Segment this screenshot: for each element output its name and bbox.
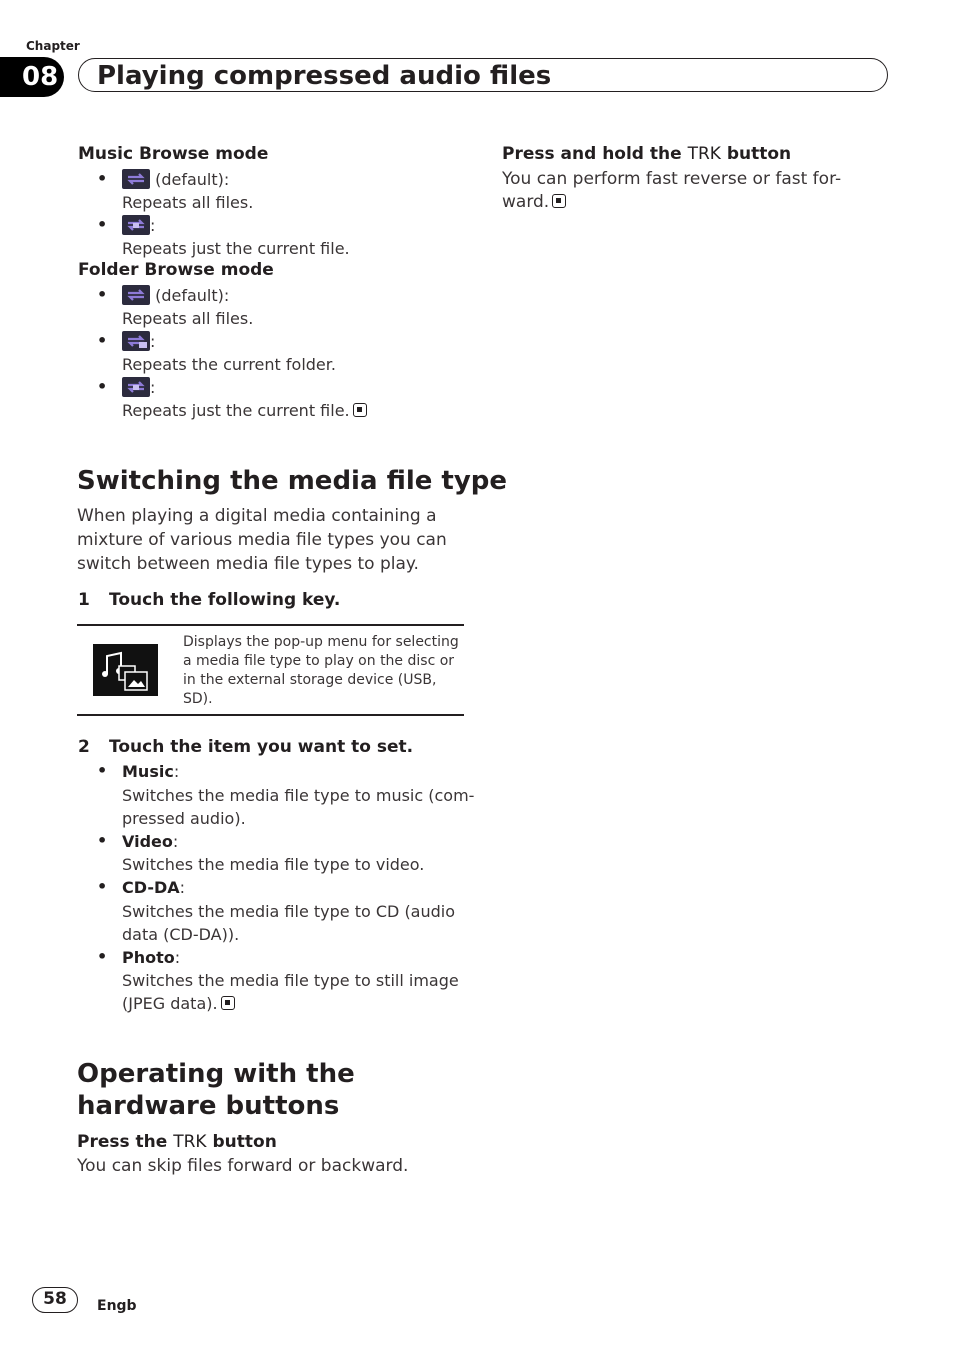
key-description: Displays the pop-up menu for selecting a media file type to play on the disc or in the external storage device (USB, SD). xyxy=(183,634,459,707)
repeat-one-icon xyxy=(122,215,150,235)
step-text: Touch the item you want to set. xyxy=(109,737,414,757)
subheading-desc: You can skip files forward or backward. xyxy=(77,1156,409,1176)
item-desc: Switches the media file type to still image (JPEG data). xyxy=(122,971,459,1013)
repeat-folder-icon xyxy=(122,331,150,351)
list-item: CD-DA: xyxy=(122,878,186,897)
step-number: 2 xyxy=(78,737,90,757)
section-heading: Operating with the hardware buttons xyxy=(77,1059,355,1121)
bullet: • xyxy=(97,377,108,396)
bullet: • xyxy=(97,215,108,234)
bullet: • xyxy=(97,331,108,350)
page-number: 58 xyxy=(32,1287,78,1313)
bullet: • xyxy=(97,285,108,304)
item-desc: Repeats just the current file. xyxy=(122,399,367,422)
bullet: • xyxy=(97,947,108,966)
chapter-label: Chapter xyxy=(26,39,80,53)
end-mark-icon xyxy=(221,996,235,1010)
language-code: Engb xyxy=(97,1298,137,1314)
bullet: • xyxy=(97,831,108,850)
item-desc: Repeats the current folder. xyxy=(122,355,336,374)
music-browse-heading: Music Browse mode xyxy=(78,144,269,164)
list-item: (default): xyxy=(122,284,229,307)
list-item: : xyxy=(122,330,155,353)
media-type-key-icon xyxy=(93,644,158,696)
item-desc: Repeats just the current file. xyxy=(122,239,350,258)
list-item: Photo: xyxy=(122,948,181,967)
subheading: Press the TRK button xyxy=(77,1132,277,1152)
page-title: Playing compressed audio files xyxy=(97,61,552,91)
table-rule-top xyxy=(77,624,464,626)
item-desc: Repeats all files. xyxy=(122,193,254,212)
list-item: Video: xyxy=(122,832,179,851)
list-item: (default): xyxy=(122,168,229,191)
list-item: : xyxy=(122,214,155,237)
item-desc: Switches the media file type to CD (audio data (CD-DA)). xyxy=(122,902,456,944)
list-item: : xyxy=(122,376,155,399)
bullet: • xyxy=(97,761,108,780)
section-intro: When playing a digital media containing a mixture of various media file types you can switch between media file types to play. xyxy=(77,506,447,574)
bullet: • xyxy=(97,877,108,896)
step-text: Touch the following key. xyxy=(109,590,341,610)
step-number: 1 xyxy=(78,590,90,610)
table-rule-bottom xyxy=(77,714,464,716)
list-item: Music: xyxy=(122,762,180,781)
item-desc: Switches the media file type to music (com- pressed audio). xyxy=(122,786,475,828)
section-heading: Switching the media file type xyxy=(77,466,508,496)
item-desc: Switches the media file type to video. xyxy=(122,855,425,874)
subheading-desc: You can perform fast reverse or fast for- ward. xyxy=(502,169,842,212)
folder-browse-heading: Folder Browse mode xyxy=(78,260,274,280)
item-desc: Repeats all files. xyxy=(122,309,254,328)
repeat-all-icon xyxy=(122,285,150,305)
bullet: • xyxy=(97,169,108,188)
subheading: Press and hold the TRK button xyxy=(502,144,792,164)
end-mark-icon xyxy=(552,194,566,208)
end-mark-icon xyxy=(353,403,367,417)
repeat-one-icon xyxy=(122,377,150,397)
repeat-all-icon xyxy=(122,169,150,189)
chapter-number: 08 xyxy=(0,57,64,97)
